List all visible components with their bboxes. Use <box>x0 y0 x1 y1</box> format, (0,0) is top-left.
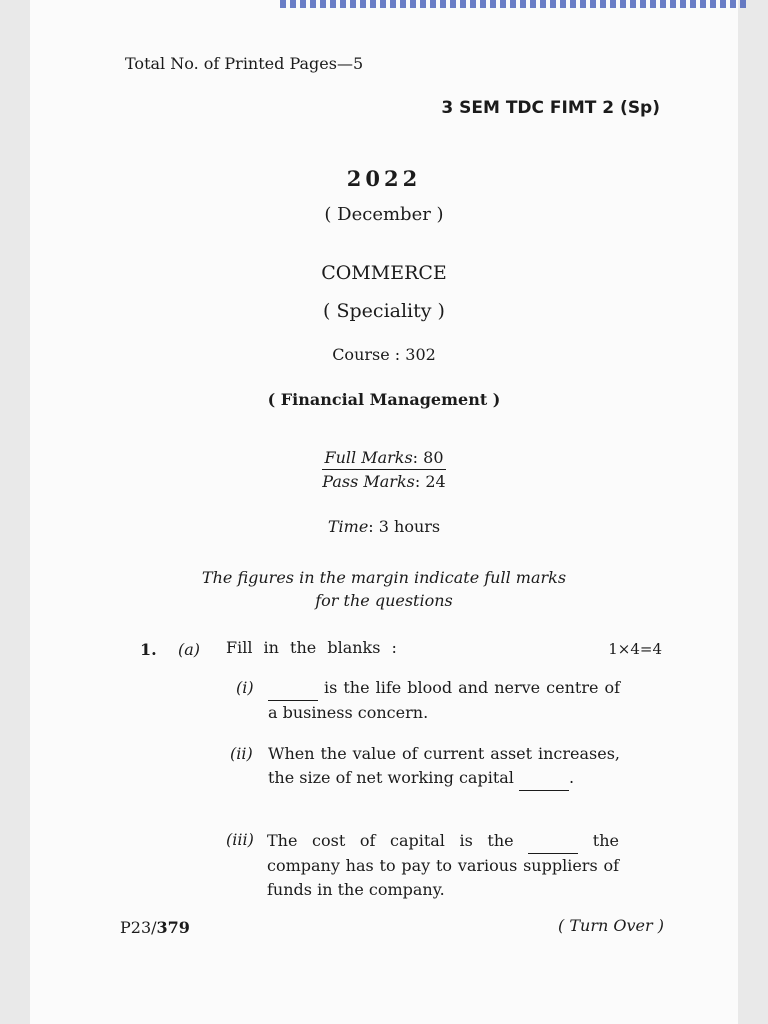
subject: COMMERCE <box>321 262 447 284</box>
course-number: Course : 302 <box>332 345 436 364</box>
footer-paper-code: P23/379 <box>120 918 190 937</box>
pass-marks: Pass Marks: 24 <box>322 472 446 491</box>
sub-question-number: (iii) <box>226 830 254 849</box>
torn-header-strip <box>280 0 750 8</box>
turn-over-note: ( Turn Over ) <box>558 916 664 935</box>
instructions: The figures in the margin indicate full marks for the questions <box>201 568 567 610</box>
paper-code: 3 SEM TDC FIMT 2 (Sp) <box>441 98 660 118</box>
answer-blank <box>268 676 318 701</box>
sub-question-number: (ii) <box>230 744 253 763</box>
total-pages-text: Total No. of Printed Pages—5 <box>125 54 364 73</box>
exam-month: ( December ) <box>324 204 444 225</box>
exam-time: Time: 3 hours <box>327 517 441 536</box>
speciality: ( Speciality ) <box>323 300 445 322</box>
sub-question-text: When the value of current asset increases, the size of net working capital . <box>268 742 620 791</box>
sub-question-number: (i) <box>236 678 254 697</box>
full-marks: Full Marks: 80 <box>322 446 445 470</box>
answer-blank <box>528 829 578 854</box>
answer-blank <box>519 766 569 791</box>
sub-question-text: The cost of capital is the the company has to pay to various suppliers of funds in the company. <box>267 831 619 899</box>
paper-title: ( Financial Management ) <box>267 390 501 409</box>
question-part: (a) <box>178 640 201 659</box>
sub-question-text: is the life blood and nerve centre of a business concern. <box>268 678 620 722</box>
exam-year: 2022 <box>346 166 422 191</box>
marks-block <box>30 446 738 493</box>
question-marks: 1×4=4 <box>608 640 662 658</box>
question-number: 1. <box>140 640 157 659</box>
exam-page <box>30 0 738 1024</box>
question-text: Fill in the blanks : <box>226 638 397 657</box>
